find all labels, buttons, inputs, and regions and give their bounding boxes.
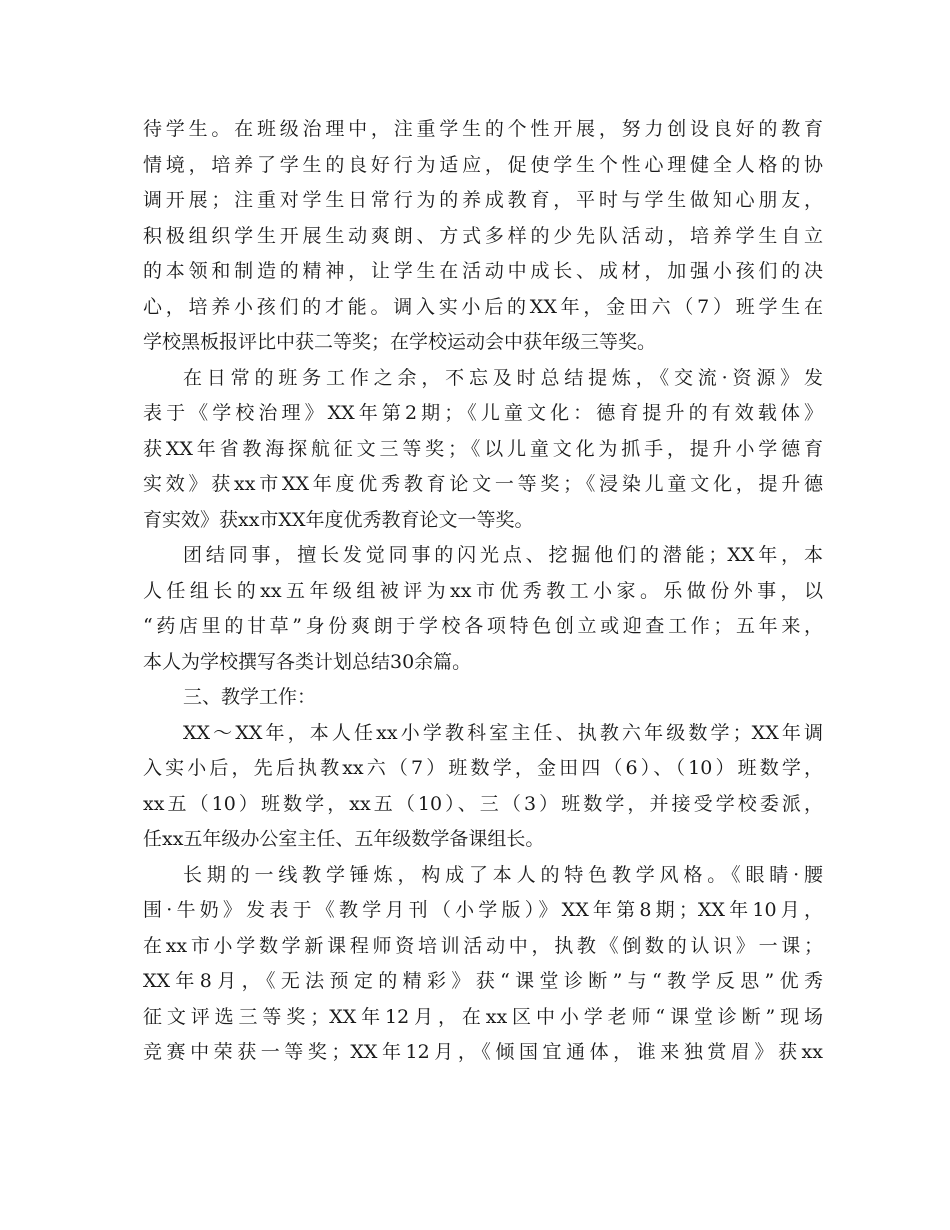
- text-line: 任xx五年级办公室主任、五年级数学备课组长。: [143, 828, 545, 850]
- text-line: 获XX年省教海探航征文三等奖；《以儿童文化为抓手，提升小学德育: [143, 437, 823, 460]
- text-line: 竞赛中荣获一等奖；XX年12月，《倾国宜通体，谁来独赏眉》获xx: [143, 1041, 823, 1063]
- text-line: 育实效》获xx市XX年度优秀教育论文一等奖。: [143, 508, 534, 531]
- text-line: “药店里的甘草”身份爽朗于学校各项特色创立或迎查工作；五年来，: [143, 615, 823, 637]
- text-line: 待学生。在班级治理中，注重学生的个性开展，努力创设良好的教育: [143, 118, 823, 140]
- text-line: xx五（10）班数学，xx五（10）、三（3）班数学，并接受学校委派，: [143, 792, 823, 815]
- text-line: 征文评选三等奖；XX年12月，在xx区中小学老师“课堂诊断”现场: [143, 1005, 823, 1028]
- body-text: [143, 112, 823, 1071]
- text-line: 入实小后，先后执教xx六（7）班数学，金田四（6）、（10）班数学，: [143, 757, 823, 779]
- text-line: 长期的一线教学锤炼，构成了本人的特色教学风格。《眼睛·腰: [183, 863, 823, 886]
- text-line: 情境，培养了学生的良好行为适应，促使学生个性心理健全人格的协: [143, 153, 823, 176]
- text-line: 在xx市小学数学新课程师资培训活动中，执教《倒数的认识》一课；: [143, 934, 823, 957]
- text-line: 在日常的班务工作之余，不忘及时总结提炼，《交流·资源》发: [183, 366, 823, 389]
- text-line: 三、教学工作：: [183, 686, 317, 708]
- text-line: 表于《学校治理》XX年第2期；《儿童文化：德育提升的有效载体》: [143, 402, 823, 424]
- text-line: 学校黑板报评比中获二等奖；在学校运动会中获年级三等奖。: [143, 331, 657, 353]
- text-line: 实效》获xx市XX年度优秀教育论文一等奖；《浸染儿童文化，提升德: [143, 473, 823, 495]
- text-line: 人任组长的xx五年级组被评为xx市优秀教工小家。乐做份外事，以: [143, 579, 823, 602]
- text-line: 本人为学校撰写各类计划总结30余篇。: [143, 650, 472, 673]
- text-line: 调开展；注重对学生日常行为的养成教育，平时与学生做知心朋友，: [143, 189, 823, 211]
- text-line: 团结同事，擅长发觉同事的闪光点、挖掘他们的潜能；XX年，本: [183, 544, 823, 566]
- text-line: 积极组织学生开展生动爽朗、方式多样的少先队活动，培养学生自立: [143, 224, 823, 247]
- text-line: 的本领和制造的精神，让学生在活动中成长、成材，加强小孩们的决: [143, 260, 823, 282]
- text-line: XX年8月，《无法预定的精彩》获“课堂诊断”与“教学反思”优秀: [143, 970, 823, 992]
- text-line: XX～XX年，本人任xx小学教科室主任、执教六年级数学；XX年调: [183, 721, 823, 744]
- text-line: 心，培养小孩们的才能。调入实小后的XX年，金田六（7）班学生在: [143, 295, 823, 318]
- text-line: 围·牛奶》发表于《教学月刊（小学版）》XX年第8期；XX年10月，: [143, 899, 823, 921]
